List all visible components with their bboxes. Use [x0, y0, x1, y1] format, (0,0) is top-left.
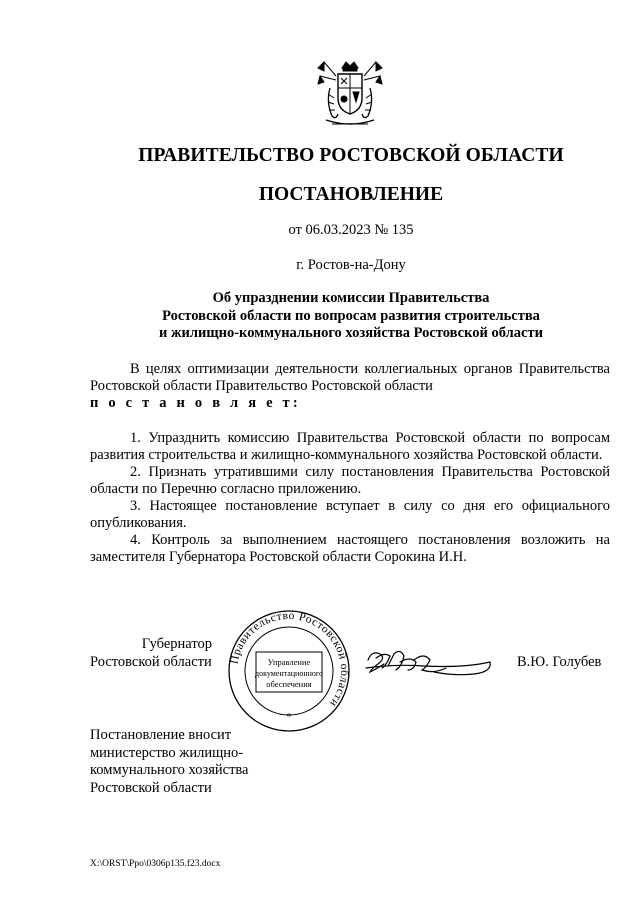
svg-text:документационного: документационного — [255, 669, 323, 678]
subject-line: Ростовской области по вопросам развития строительства — [162, 307, 540, 324]
signer-position-line: Ростовской области — [90, 653, 212, 670]
introduced-by-line: коммунального хозяйства — [90, 762, 249, 778]
decree-word: п о с т а н о в л я е т: — [90, 395, 301, 411]
decree-item: 2. Признать утратившими силу постановления Правительства Ростовской области по Перечню согласно приложению. — [90, 464, 610, 497]
preamble-text: В целях оптимизации деятельности коллегиальных органов Правительства Ростовской области Правительство Ростовской области — [90, 361, 610, 394]
subject-line: Об упразднении комиссии Правительства — [212, 290, 490, 306]
introduced-by-line: министерство жилищно- — [90, 744, 244, 761]
svg-text:Правительство Ростовской облас: Правительство Ростовской области — [228, 609, 351, 710]
introduced-by-line: Ростовской области — [90, 779, 212, 796]
official-seal-icon — [226, 608, 352, 734]
decree-item: 1. Упразднить комиссию Правительства Ростовской области по вопросам развития строительства и жилищно-коммунального хозяйства Ростовской области. — [90, 430, 610, 463]
document-subject — [90, 290, 612, 343]
government-title: ПРАВИТЕЛЬСТВО РОСТОВСКОЙ ОБЛАСТИ — [138, 145, 564, 166]
introduced-by-line: Постановление вносит — [90, 727, 232, 743]
svg-text:*: * — [286, 712, 292, 723]
decree-item: 4. Контроль за выполнением настоящего постановления возложить на заместителя Губернатора Ростовской области Сорокина И.Н. — [90, 532, 610, 565]
signer-name: В.Ю. Голубев — [517, 654, 602, 670]
signer-position-line: Губернатор — [141, 636, 212, 652]
svg-text:обеспечения: обеспечения — [266, 679, 312, 689]
handwritten-signature-icon — [364, 642, 494, 682]
file-path: X:\ORST\Ppo\0306p135.f23.docx — [90, 859, 221, 869]
subject-line: и жилищно-коммунального хозяйства Ростовской области — [159, 325, 543, 341]
decree-items — [90, 430, 610, 566]
document-type: ПОСТАНОВЛЕНИЕ — [258, 184, 444, 205]
coat-of-arms-icon — [316, 58, 384, 130]
document-city: г. Ростов-на-Дону — [296, 257, 406, 273]
decree-item: 3. Настоящее постановление вступает в силу со дня его официального опубликования. — [90, 498, 610, 531]
preamble-paragraph — [90, 361, 610, 412]
svg-text:Управление: Управление — [267, 657, 311, 667]
introduced-by-note — [90, 727, 290, 797]
signer-position — [90, 636, 220, 671]
document-number-date: от 06.03.2023 № 135 — [288, 222, 414, 238]
